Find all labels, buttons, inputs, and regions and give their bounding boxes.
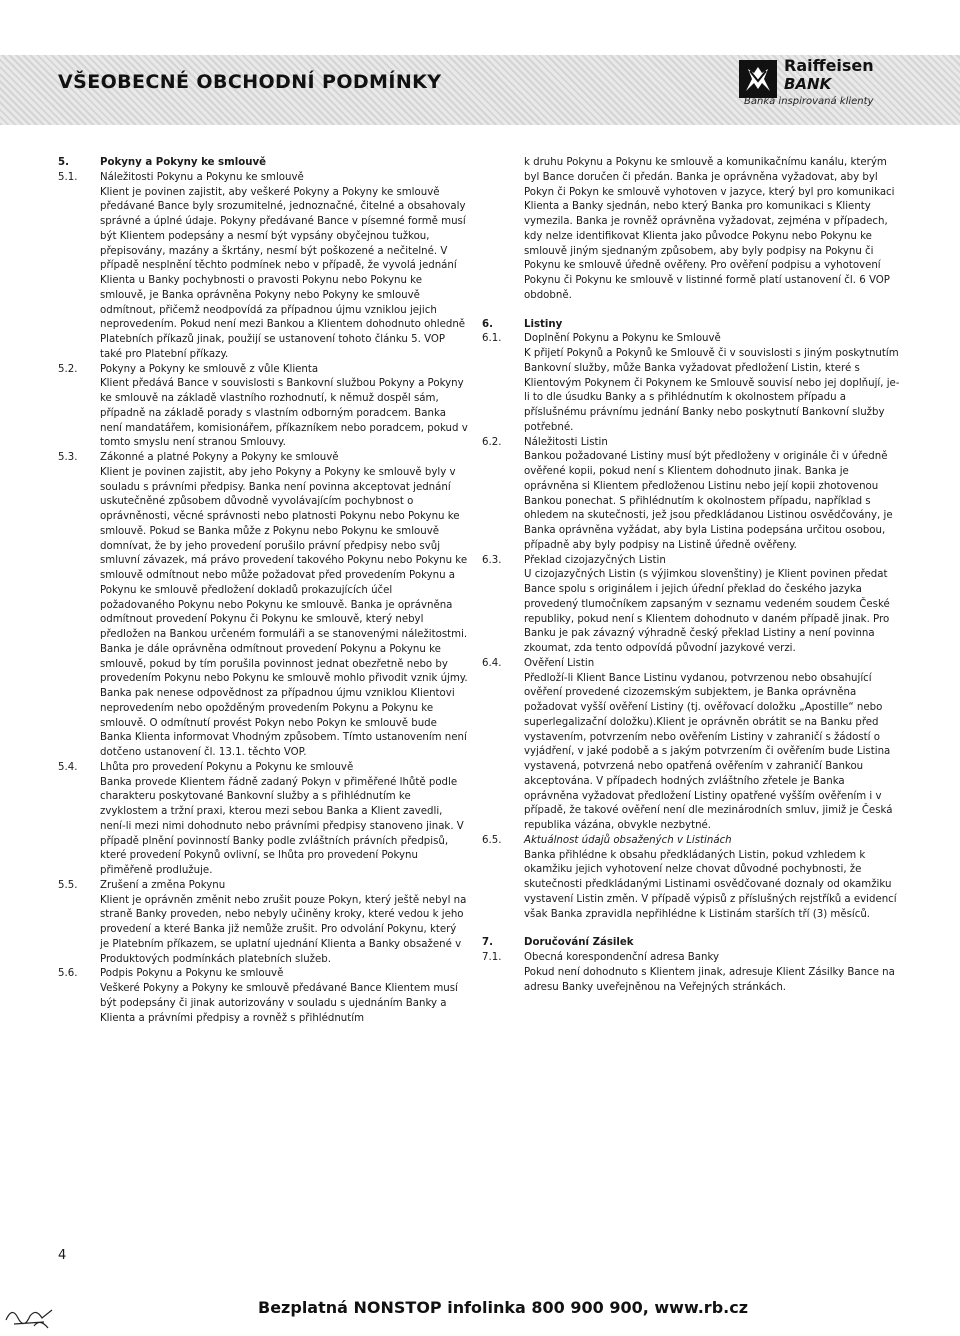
paragraph: Pokud není dohodnuto s Klientem jinak, adresuje Klient Zásilky Bance na adresu Banky uveřejněnou na Veřejných stránkách. xyxy=(524,966,895,993)
subsection-5-5 xyxy=(58,879,468,968)
left-column xyxy=(58,156,468,1026)
section-title: Pokyny a Pokyny ke smlouvě xyxy=(100,157,266,168)
right-column xyxy=(482,156,900,995)
subsection-number: 5.5. xyxy=(58,879,78,891)
continued-paragraph xyxy=(524,156,900,304)
section-heading xyxy=(482,936,900,951)
handwritten-signature xyxy=(4,1300,54,1330)
page-title: VŠEOBECNÉ OBCHODNÍ PODMÍNKY xyxy=(58,71,442,93)
paragraph: K přijetí Pokynů a Pokynů ke Smlouvě či v souvislosti s jiným poskytnutím Bankovní služby, může Banka vyžadovat předložení Listin, které s Klientovým Pokynem či Pokynem ke Smlouvě souvisí nebo jej doplňují, je-li to dle úsudku Banky a s přihlédnutím k okolnostem případu a příslušnému právnímu jednání Banky nebo poskytnutí Bankovní služby potřebné. xyxy=(524,348,900,433)
subsection-title: Překlad cizojazyčných Listin xyxy=(524,554,666,566)
subsection-number: 5.3. xyxy=(58,452,78,463)
paragraph: Veškeré Pokyny a Pokyny ke smlouvě předávané Bance Klientem musí být podepsány či jinak autorizovány v souladu s ujednáním Banky a Klienta a právními předpisy a rovněž s přihlédnutím xyxy=(100,983,458,1024)
paragraph: Předloží-li Klient Bance Listinu vydanou, potvrzenou nebo obsahující ověření provedené cizozemským subjektem, je Banka oprávněna požadovat vyšší ověření Listiny (tj. ověřovací doložku „Apostille“ nebo superlegalizační doložku).Klient je oprávněn obrátit se na Banku před vystavením, potvrzením nebo ověřením Listiny v zahraničí s žádostí o vyjádření, v jaké podobě a s jakým potvrzením či ověřením bude Listina vystavená, potvrzená nebo opatřená ověřením v zahraničí Bankou akceptována. V případech hodných zvláštního zřetele je Banka oprávněna vyžadovat předložení Listiny opatřené vyšším ověřením i v případě, že takové ověření není dle mezinárodních smluv, jimiž je Česká republika vázána, obvykle nezbytné. xyxy=(524,672,893,831)
section-6 xyxy=(482,318,900,923)
paragraph: Banka přihlédne k obsahu předkládaných Listin, pokud vzhledem k okamžiku jejich vyhotovení nelze chovat důvodné pochybnosti, že skutečnosti předkládanými Listinami osvědčované doznaly od okamžiku vystavení Listin změn. V případě výpisů z příslušných rejstříků a evidencí však Banka zpravidla nepřihlédne k Listinám starších tří (3) měsíců. xyxy=(524,849,897,920)
page-number: 4 xyxy=(58,1248,67,1263)
subsection-6-5 xyxy=(482,834,900,923)
paragraph: Klient je oprávněn změnit nebo zrušit pouze Pokyn, který ještě nebyl na straně Banky proveden, nebo nebyly učiněny kroky, které vedou k jeho provedení a které Banka již nemůže zrušit. Pro odvolání Pokynu, který je Platebním příkazem, se uplatní ujednání Klienta a Banky obsažené v Produktových podmínkách platebních služeb. xyxy=(100,894,467,965)
section-heading xyxy=(482,318,900,333)
subsection-title: Obecná korespondenční adresa Banky xyxy=(524,952,720,963)
subsection-title: Podpis Pokynu a Pokynu ke smlouvě xyxy=(100,968,284,980)
section-number: 7. xyxy=(482,937,493,949)
section-5 xyxy=(58,156,468,1026)
subsection-number: 6.3. xyxy=(482,554,502,566)
subsection-number: 5.2. xyxy=(58,363,78,375)
paragraph: Bankou požadované Listiny musí být předloženy v originále či v úředně ověřené kopii, pokud není s Klientem dohodnuto jinak. Banka je oprávněna si Klientem předloženou Listinu nebo její kopii zhotovenou Bankou ponechat. S přihlédnutím k okolnostem případu, například s ohledem na skutečnosti, jež jsou předkládanou Listinou osvědčovány, je Banka oprávněna vyžádat, aby byla Listina podepsána určitou osobou, případně aby byly podpisy na Listině úředně ověřeny. xyxy=(524,451,893,551)
logo-sub: BANK xyxy=(784,75,832,93)
subsection-5-2 xyxy=(58,363,468,452)
subsection-title: Doplnění Pokynu a Pokynu ke Smlouvě xyxy=(524,333,721,345)
subsection-6-1 xyxy=(482,332,900,435)
raiffeisen-logo xyxy=(738,57,898,111)
section-number: 5. xyxy=(58,157,69,168)
subsection-title: Ověření Listin xyxy=(524,657,595,669)
paragraph: Banka provede Klientem řádně zadaný Pokyn v přiměřené lhůtě podle charakteru poskytované Bankovní služby a s přihlédnutím ke zvyklostem a tržní praxi, kterou mezi sebou Banka a Klient zavedli, není-li mezi nimi dohodnuto nebo právními předpisy stanoveno jinak. V případě plnění povinností Banky podle zvláštních právních předpisů, které provedení Pokynů ovlivní, se lhůta pro provedení Pokynu přiměřeně prodlužuje. xyxy=(100,776,464,876)
raiffeisen-horses-icon xyxy=(738,59,778,99)
subsection-number: 6.1. xyxy=(482,333,502,345)
subsection-5-3 xyxy=(58,451,468,761)
paragraph: U cizojazyčných Listin (s výjimkou slovenštiny) je Klient povinen předat Bance spolu s originálem i jejich úřední překlad do českého jazyka provedený tlumočníkem zapsaným v seznamu vedeném soudem České republiky, pokud není s Klientem dohodnuto v daném případě jinak. Pro Banku je pak závazný výhradně český překlad Listiny a není povinna zkoumat, zda tento odpovídá původní jazykové verzi. xyxy=(524,569,890,654)
subsection-title: Pokyny a Pokyny ke smlouvě z vůle Klienta xyxy=(100,363,319,375)
subsection-title: Zrušení a změna Pokynu xyxy=(100,879,226,891)
paragraph: Klient je povinen zajistit, aby jeho Pokyny a Pokyny ke smlouvě byly v souladu s právními předpisy. Banka není povinna akceptovat jednání uskutečněné způsobem důvodně vyvolávajícím pochybnost o oprávněnosti, věcné správnosti nebo platnosti Pokynu nebo Pokynu ke smlouvě. Pokud se Banka může z Pokynu nebo Pokynu ke smlouvě domnívat, že by jeho provedení porušilo právní předpisy nebo svůj smluvní závazek, má právo provedení takového Pokynu nebo Pokynu ke smlouvě odmítnout nebo může požadovat před provedením Pokynu a Pokynu ke smlouvě předložení dokladů prokazujících účel požadovaného Pokynu nebo Pokynu ke smlouvě. Banka je oprávněna odmítnout provedení Pokynu či Pokynu ke smlouvě, který nebyl předložen na Bankou určeném formuláři a se stanovenými náležitostmi. Banka je dále oprávněna odmítnout provedení Pokynu a Pokynu ke smlouvě, pokud by tím porušila povinnost jednat obezřetně nebo by provedením Pokynu nebo Pokynu ke smlouvě mohlo přivodit vznik újmy. Banka pak nenese odpovědnost za případnou újmu vzniklou Klientovi neprovedením nebo opožděným provedením Pokynu a Pokynu ke smlouvě. O odmítnutí provést Pokyn nebo Pokyn ke smlouvě bude Banka Klienta informovat Vhodným způsobem. Tímto ustanovením není dotčeno ustanovení čl. 13.1. těchto VOP. xyxy=(100,466,468,758)
subsection-5-4 xyxy=(58,761,468,879)
section-number: 6. xyxy=(482,318,493,330)
header-bar xyxy=(0,55,960,125)
subsection-number: 6.4. xyxy=(482,657,502,669)
subsection-title: Zákonné a platné Pokyny a Pokyny ke smlouvě xyxy=(100,452,339,463)
footer-hotline: Bezplatná NONSTOP infolinka 800 900 900, www.rb.cz xyxy=(258,1298,749,1317)
paragraph: k druhu Pokynu a Pokynu ke smlouvě a komunikačnímu kanálu, kterým byl Bance doručen či předán. Banka je oprávněna vyžadovat, aby byl Pokyn či Pokyn ke smlouvě vyhotoven v jazyce, který byl pro komunikaci Klienta a Banky sjednán, nebo který Banka pro komunikaci s Klienty vymezila. Banka je rovněž oprávněna vyžadovat, zejména v případech, kdy nelze identifikovat Klienta jako původce Pokynu nebo Pokynu ke smlouvě jiným sjednaným způsobem, aby byly podpisy na Pokynu či Pokynu ke smlouvě úředně ověřeny. Pro ověření podpisu a vyhotovení Pokynu či Pokynu ke smlouvě v listinné formě platí ustanovení čl. 6 VOP obdobně. xyxy=(524,157,895,301)
section-heading xyxy=(58,156,468,171)
subsection-6-3 xyxy=(482,554,900,657)
section-title: Doručování Zásilek xyxy=(524,937,634,949)
paragraph: Klient je povinen zajistit, aby veškeré Pokyny a Pokyny ke smlouvě předávané Bance byly srozumitelné, jednoznačné, čitelné a obsahovaly správné a úplné údaje. Pokyny předávané Bance v písemné formě musí být Klientem podepsány a nesmí být vypsány obyčejnou tužkou, přepisovány, mazány a škrtány, nesmí být poškozené a nečitelné. V případě nesplnění těchto podmínek nebo v případě, že vyvolá jednání Klienta u Banky pochybnosti o pravosti Pokynu nebo Pokynu ke smlouvě, je Banka oprávněna Pokyny nebo Pokyny ke smlouvě odmítnout, přičemž neodpovídá za případnou újmu vzniklou jejich neprovedením. Pokud není mezi Bankou a Klientem dohodnuto ohledně Platebních příkazů jinak, použijí se ustanovení tohoto článku 5. VOP také pro Platební příkazy. xyxy=(100,186,466,360)
section-title: Listiny xyxy=(524,318,563,330)
subsection-number: 5.4. xyxy=(58,761,78,773)
subsection-6-4 xyxy=(482,657,900,834)
subsection-title: Aktuálnost údajů obsažených v Listinách xyxy=(524,834,732,846)
subsection-title: Náležitosti Pokynu a Pokynu ke smlouvě xyxy=(100,171,304,183)
subsection-title: Lhůta pro provedení Pokynu a Pokynu ke smlouvě xyxy=(100,761,354,773)
subsection-5-6 xyxy=(58,967,468,1026)
subsection-number: 7.1. xyxy=(482,952,502,963)
logo-tagline: Banka inspirovaná klienty xyxy=(744,96,874,107)
subsection-number: 6.2. xyxy=(482,436,502,448)
subsection-5-1 xyxy=(58,171,468,363)
subsection-title: Náležitosti Listin xyxy=(524,436,608,448)
logo-name: Raiffeisen xyxy=(784,56,874,75)
subsection-7-1 xyxy=(482,951,900,995)
paragraph: Klient předává Bance v souvislosti s Bankovní službou Pokyny a Pokyny ke smlouvě na základě vlastního rozhodnutí, k němuž dospěl sám, případně na základě porady s vlastním odborným poradcem. Banka není mandatářem, komisionářem, příkazníkem nebo poradcem, pokud v tomto smyslu není stranou Smlouvy. xyxy=(100,378,468,449)
subsection-number: 5.1. xyxy=(58,171,78,183)
subsection-number: 6.5. xyxy=(482,834,502,846)
subsection-number: 5.6. xyxy=(58,968,78,980)
subsection-6-2 xyxy=(482,436,900,554)
section-7 xyxy=(482,936,900,995)
